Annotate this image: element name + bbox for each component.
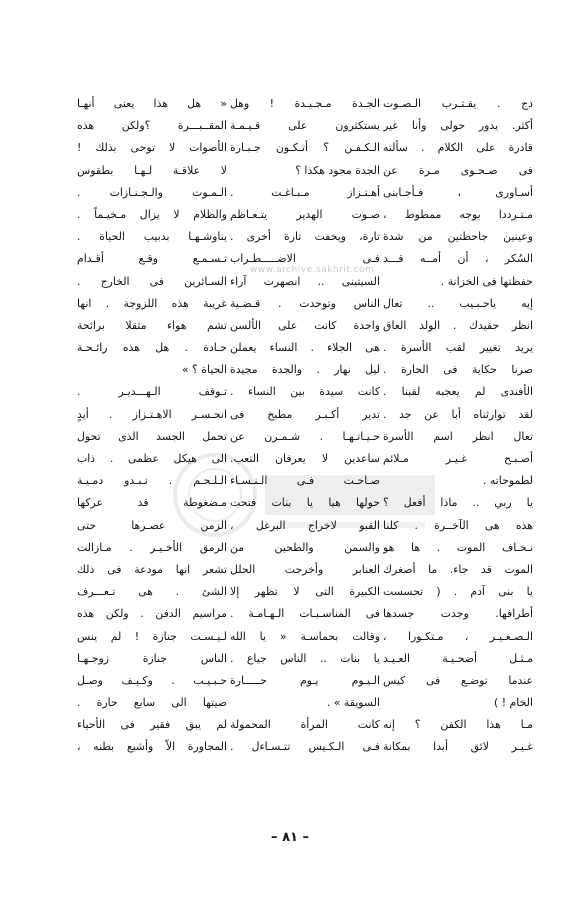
text-line: العنابر وأخرجت الحلل [230,562,380,576]
text-line: الموت قد جاء. ما أصغرك [383,562,533,576]
text-line: الأصوات لا توحى بذلك ! [77,141,227,155]
text-line: حـبـيـب . وكـيـف وصـل [77,673,227,687]
text-line: والظلام لا يزال مـخيـماً . [77,207,227,221]
text-line: تشم هواء مثقلا برائحة [77,318,227,332]
text-line: لطموحاته . [482,474,533,488]
text-line: أصـبـح غـيـر مـلائم [383,452,533,465]
text-line: هى الجلاء . النساء يعملن [230,341,380,355]
text-line: أسـاورى ، فـأجـابنى [383,185,533,199]
text-line: حفظتها فى الخزانة . [440,274,533,288]
text-column-middle [230,93,380,759]
text-line: كانت المرأة المحمولة [230,718,380,732]
text-line: غـيـر لائق أبدا بمكانة [383,740,533,754]
text-line: مـا هذا الكفن ؟ إنه [383,718,533,732]
text-line: الخام ! ) [494,696,533,710]
text-line: يا ربي .. ماذا أفعل ؟ [383,496,533,510]
text-line: الأفندى لم يعجبه لقبنا . [383,385,533,399]
text-line: واحدة كانت على الألسن [230,318,380,332]
text-line: لـيـسـت جنازة ! لم ينس [77,629,227,643]
text-line: مـتـرددا بوجه ممطوط ، [383,207,533,221]
text-line: أكثر. يدور حولى وأنا غير [383,119,533,133]
text-line: ساعدين لا يعرفان التعب. [230,452,380,465]
text-line: يناوشـهـا بدبيب الحياة . [77,230,227,244]
text-line: تحمل الجسد الذى تحول [77,429,227,443]
text-line: غريبة هذه اللزوجة . انها [77,296,227,310]
text-line: السـائرين فى الخارج . [77,274,227,288]
text-column-left [77,93,227,759]
text-line: والسمن والطحين من [230,540,380,554]
text-line: الرمق الأخـيـر . مـازالت [77,540,227,554]
text-line: الـصـغـيـر ، مـتكـورا ، [383,629,533,643]
text-line: السويقة » . [326,696,380,710]
text-line: لم يبق فقير فى الأحياء [77,718,227,732]
text-line: المقــبـــرة ؟ولكن هذه [77,119,227,133]
text-line: انظر حفيدك . الولد العاق [383,318,533,332]
text-line: عندما توضـع فى كيس [383,673,533,687]
text-line: الـكـفـن ؟ أتـكـون جـبـارة [230,141,380,155]
text-line: صيتها الى سابع حارة . [77,696,227,710]
text-line: حولها هيا يا بنات فتحت [230,496,380,510]
text-line: يستكثرون على قـيـمـة [230,119,380,133]
page-number: – ٨١ – [271,830,309,845]
text-line: قادرة على الكلام . سألته [383,141,533,155]
text-line: الكبيرة التى لا تظهر إلا [230,585,380,599]
text-line: كانت سيدة بين النساء . [230,385,380,399]
text-column-right [383,93,533,759]
text-line: الشئ . هى تـعـــرف [77,585,227,599]
text-line: فـى الاضـــــطـراب [230,252,380,266]
text-line: مـثـل أضحـيـة العـيـد [383,651,533,665]
text-line: فى المناسـبـات الـهـامـة . [230,607,380,621]
text-line: تـوقف الـهـــديـر . [77,385,227,399]
text-line: حـيـاتـهـا . شـمـرن عن [230,429,380,443]
text-line: وعينين جاحظتين من شدة [383,230,533,244]
text-line: الـمـوت والـجـنـازات . [77,185,227,199]
text-line: تدير أكـبـر مطبخ فى [230,407,380,421]
text-line: تعال انظر اسم الأسرة [383,429,533,443]
text-line: الناس وتوحدت . قـضـية [230,296,380,310]
text-line: فى صـحـوى مـرة عن [383,163,533,177]
text-line: القبو لاخراج البرغل ، [230,518,380,532]
text-line: لا علاقـة لـهـا بطقوس [77,163,227,177]
text-line: لقد توارثناه أبا عن جد . [383,407,533,421]
text-line: الحياة ؟ » [181,363,227,377]
text-line: أهـتـزاز مـبـاغـت . [230,185,380,199]
text-line: أطرافها. وجدت جسدها [383,607,533,621]
text-line: المجاورة الاّ وأشبع بطنه ، [77,740,227,754]
text-line: صرنا حكاية فى الحارة . [383,363,533,377]
watermark-url: www.archive.sakhrit.com [250,265,375,275]
text-line: ليل نهار . والجدة مجيدة [230,363,380,377]
text-line: الناس جنازة زوجـهـا [77,651,227,665]
text-line: انحـسـر الاهـتـزاز . أيدٍ [77,407,227,421]
text-line: هذه هى الآخــرة . كلنا [383,518,533,532]
text-line: الى هيكل عظمى . ذاب [77,452,227,465]
text-line: يا بنى آدم . ( تحسست [383,585,533,599]
text-line: الجـدة مـجـيـدة ! وهل [230,97,380,110]
text-line: حـادة . هل هذه رائـحـة [77,341,227,355]
text-line: يريد تغيير لقب الأسرة . [383,341,533,355]
text-line: الـيـوم يـوم حـــــارة [230,673,380,687]
text-line: تارة، ويخفت تارة أخرى . [230,230,380,244]
text-line: مـضغوطة قد عركها [77,496,227,510]
text-line: مراسيم الدفن . ولكن هذه [77,607,227,621]
text-line: تـسـمـع وقـع أقـدام [77,252,227,266]
text-line: الزمن عصـرها حتى [77,518,227,532]
text-line: صـوت الهدير يتـعـاظم [230,207,380,221]
text-line: صـاحـت فـى الـنـسـاء [230,474,380,488]
text-line: نـخـاف الموت . ها هو [383,540,533,554]
text-line: إيه ياحـبـيب .. تعال [383,296,533,310]
text-line: تشعر انها مودعة فى ذلك [77,562,227,576]
text-line: السُكر ، أن أمــه قـــد [383,252,533,266]
text-line: « هل هذا يعنى أنهـا [77,97,227,110]
text-line: فـى الـكـيس تتـسـاءل . [230,740,380,754]
text-line: وقالت بحماسـة « يا الله [230,629,380,643]
text-line: الـلـحـم . تـبـدو دمـيـة [77,474,227,488]
text-line: السيتينى .. انصهرت آراء [230,274,380,288]
text-line: دج . يقـتـرب الـصـوت [383,97,533,110]
text-line: يا بنات .. الناس جياع . [230,651,380,665]
text-line: الجدة مجود هكذا ؟ [295,163,380,177]
